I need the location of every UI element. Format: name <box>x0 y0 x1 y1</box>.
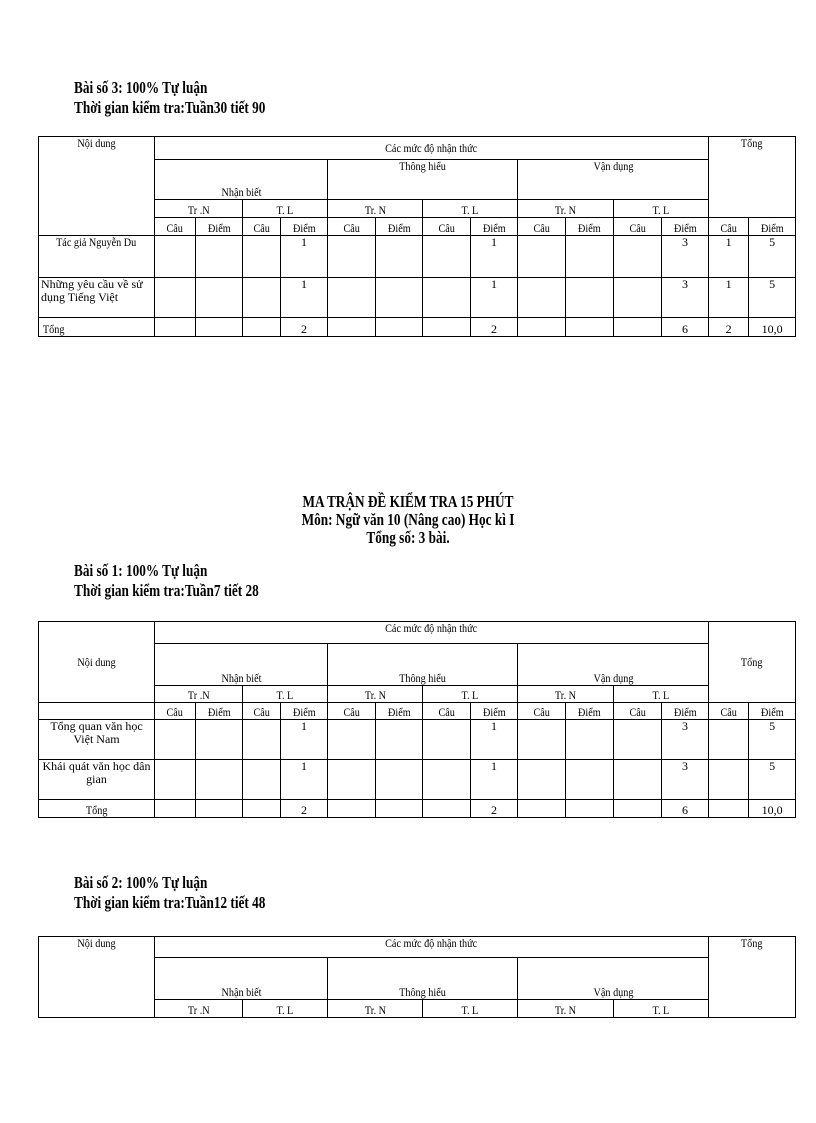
header-cac-muc: Các mức độ nhận thức <box>155 937 709 958</box>
matrix-title <box>0 493 816 547</box>
header-vd-tl: T. L <box>614 686 709 703</box>
section3-matrix-table <box>38 136 796 337</box>
header-tong: Tổng <box>709 137 796 218</box>
section3-time: Thời gian kiểm tra:Tuần30 tiết 90 <box>74 98 266 117</box>
header-nb-trn: Tr .N <box>155 1000 243 1018</box>
section2-matrix-table <box>38 936 796 1018</box>
section3-heading <box>74 78 265 118</box>
header-nb-tl: T. L <box>243 1000 328 1018</box>
matrix-title-line2: Môn: Ngữ văn 10 (Nâng cao) Học kì I <box>301 510 515 529</box>
header-vd-trn: Tr. N <box>518 200 614 218</box>
section1-heading <box>74 561 259 601</box>
section1-title: Bài số 1: 100% Tự luận <box>74 561 208 580</box>
table-row: Khái quát văn học dân gian 1 1 3 5 <box>39 760 796 800</box>
header-thong-hieu: Thông hiểu <box>328 160 518 200</box>
header-nhan-biet: Nhận biết <box>155 644 328 686</box>
row-label: Những yêu cầu về sử dụng Tiếng Việt <box>39 278 155 318</box>
header-noi-dung: Nội dung <box>39 937 155 1018</box>
header-th-trn: Tr. N <box>328 1000 423 1018</box>
header-tong: Tổng <box>709 937 796 1018</box>
total-row: Tổng 2 2 6 10,0 <box>39 800 796 818</box>
cau-diem-row: Câu Điểm Câu Điểm Câu Điểm Câu Điểm Câu Điểm Câu Điểm Câu Điểm <box>39 703 796 720</box>
section2-title: Bài số 2: 100% Tự luận <box>74 873 208 892</box>
header-th-trn: Tr. N <box>328 686 423 703</box>
header-noi-dung: Nội dung <box>39 622 155 703</box>
header-van-dung: Vận dụng <box>518 644 709 686</box>
header-th-tl: T. L <box>423 1000 518 1018</box>
row-label: Tổng quan văn học Việt Nam <box>39 720 155 760</box>
header-vd-trn: Tr. N <box>518 1000 614 1018</box>
header-thong-hieu: Thông hiểu <box>328 644 518 686</box>
header-nhan-biet: Nhận biết <box>155 160 328 200</box>
header-nhan-biet: Nhận biết <box>155 958 328 1000</box>
table-row: Tổng quan văn học Việt Nam 1 1 3 5 <box>39 720 796 760</box>
section3-title: Bài số 3: 100% Tự luận <box>74 78 208 97</box>
header-nb-tl: T. L <box>243 200 328 218</box>
header-nb-trn: Tr .N <box>155 200 243 218</box>
header-cac-muc: Các mức độ nhận thức <box>155 137 709 160</box>
header-van-dung: Vận dụng <box>518 958 709 1000</box>
section1-matrix-table <box>38 621 796 818</box>
table-row: Những yêu cầu về sử dụng Tiếng Việt 1 1 3 1 5 <box>39 278 796 318</box>
total-label: Tổng <box>39 318 155 337</box>
row-label: Tác giả Nguyễn Du <box>39 236 155 278</box>
header-th-trn: Tr. N <box>328 200 423 218</box>
header-vd-trn: Tr. N <box>518 686 614 703</box>
header-th-tl: T. L <box>423 200 518 218</box>
header-th-tl: T. L <box>423 686 518 703</box>
section1-time: Thời gian kiểm tra:Tuần7 tiết 28 <box>74 581 259 600</box>
header-vd-tl: T. L <box>614 200 709 218</box>
matrix-title-line3: Tổng số: 3 bài. <box>366 528 450 547</box>
section2-time: Thời gian kiểm tra:Tuần12 tiết 48 <box>74 893 266 912</box>
header-van-dung: Vận dụng <box>518 160 709 200</box>
row-label: Khái quát văn học dân gian <box>39 760 155 800</box>
header-tong: Tổng <box>709 622 796 703</box>
header-thong-hieu: Thông hiểu <box>328 958 518 1000</box>
matrix-title-line1: MA TRẬN ĐỀ KIỂM TRA 15 PHÚT <box>302 492 514 511</box>
table-row: Tác giả Nguyễn Du 1 1 3 1 5 <box>39 236 796 278</box>
header-cac-muc: Các mức độ nhận thức <box>155 622 709 644</box>
header-nb-trn: Tr .N <box>155 686 243 703</box>
cau-diem-row: Câu Điểm Câu Điểm Câu Điểm Câu Điểm Câu Điểm Câu Điểm Câu Điểm <box>39 218 796 236</box>
total-row: Tổng 2 2 6 2 10,0 <box>39 318 796 337</box>
section2-heading <box>74 873 265 913</box>
header-nb-tl: T. L <box>243 686 328 703</box>
header-noi-dung: Nội dung <box>39 137 155 236</box>
total-label: Tổng <box>39 800 155 818</box>
header-vd-tl: T. L <box>614 1000 709 1018</box>
